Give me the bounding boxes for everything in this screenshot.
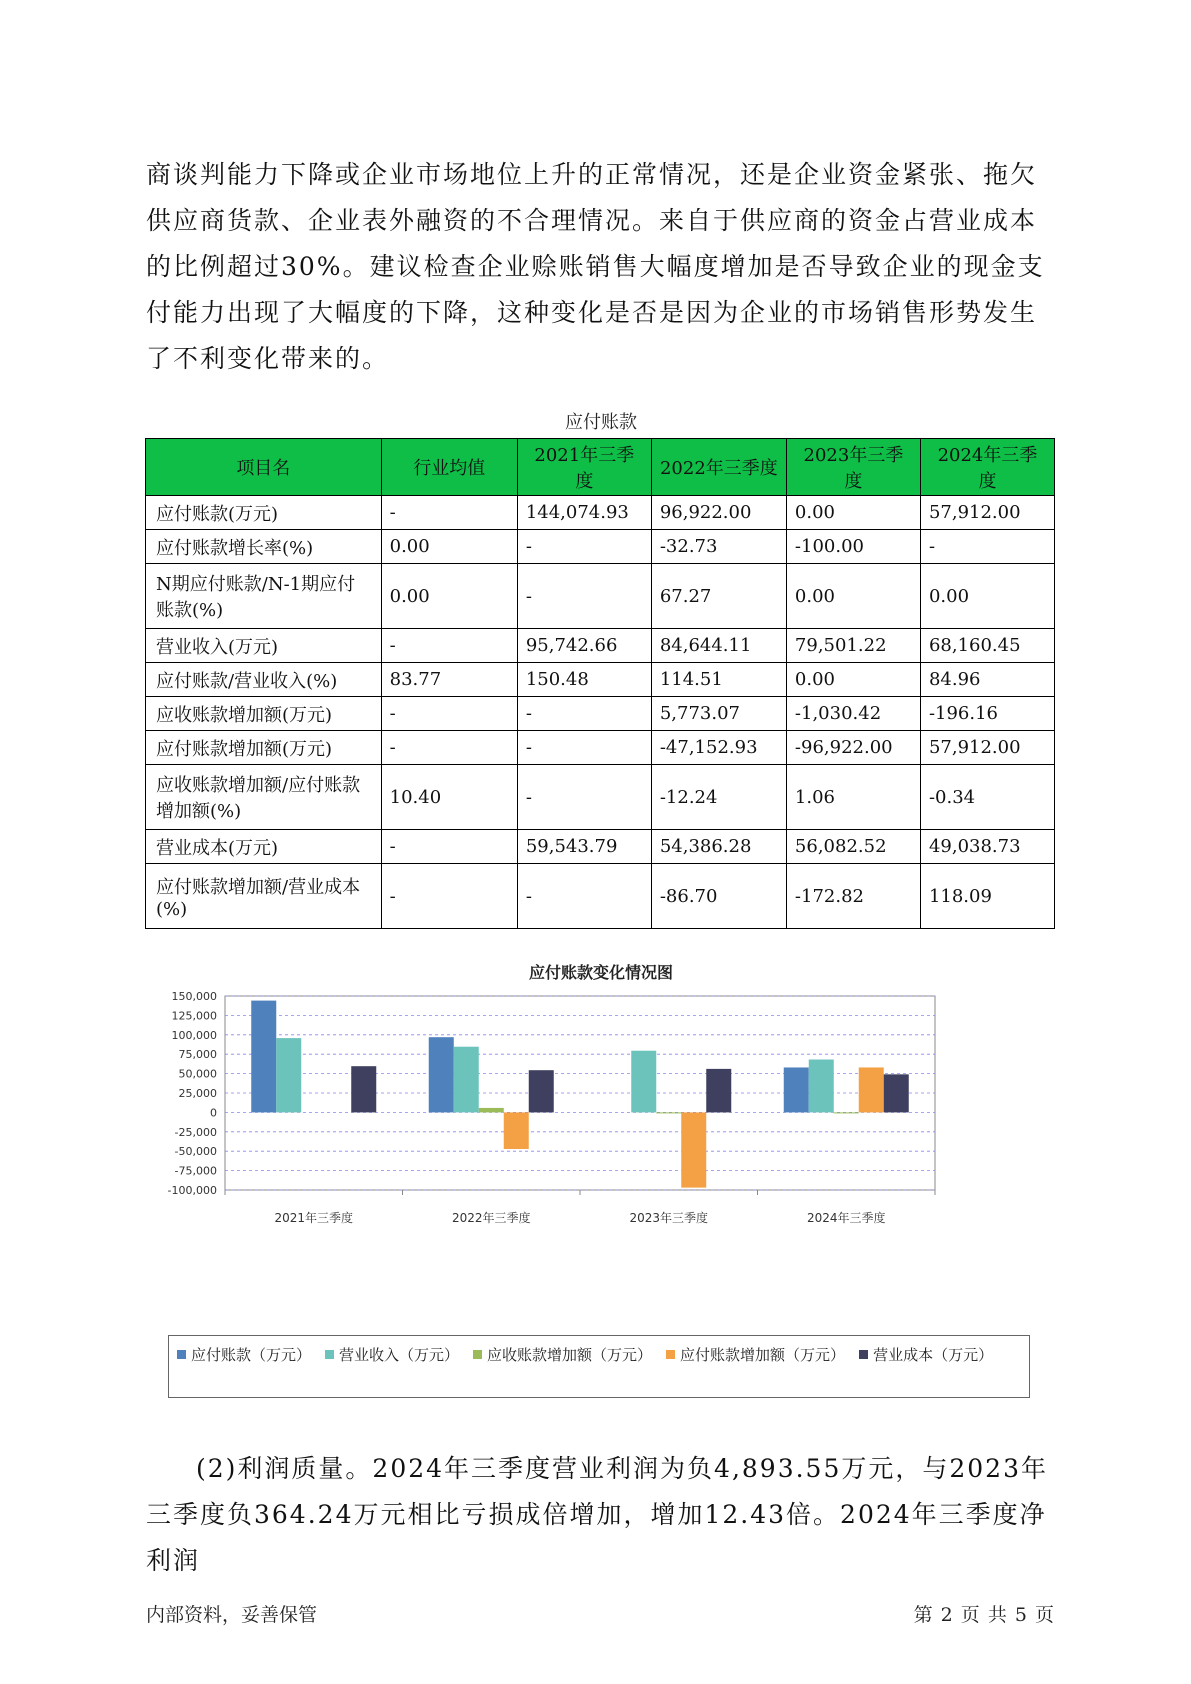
table-row [146, 663, 1055, 697]
value-cell: - [517, 765, 651, 830]
row-label-cell: 应付账款(万元) [146, 496, 382, 530]
legend-label: 应付账款增加额（万元） [680, 1346, 846, 1364]
y-tick-label: 125,000 [171, 1009, 217, 1023]
table-caption: 应付账款 [565, 412, 637, 433]
legend-item [325, 1342, 459, 1367]
value-cell: 67.27 [651, 564, 786, 629]
value-cell: -196.16 [920, 697, 1054, 731]
row-label-cell: 营业收入(万元) [146, 629, 382, 663]
value-cell: - [381, 629, 517, 663]
chart-legend [168, 1335, 1030, 1398]
value-cell: 56,082.52 [786, 830, 920, 864]
value-cell: 96,922.00 [651, 496, 786, 530]
bar [504, 1112, 529, 1149]
value-cell: 0.00 [786, 496, 920, 530]
bar [631, 1051, 656, 1113]
row-label-cell: 应收账款增加额/应付账款增加额(%) [146, 765, 382, 830]
legend-label: 应付账款（万元） [191, 1346, 312, 1364]
header-cell: 2022年三季度 [651, 439, 786, 496]
legend-swatch [473, 1350, 482, 1359]
bar [681, 1112, 706, 1187]
x-tick-label: 2024年三季度 [806, 1211, 886, 1225]
header-cell: 项目名 [146, 439, 382, 496]
bar [454, 1047, 479, 1113]
value-cell: 150.48 [517, 663, 651, 697]
bar [529, 1070, 554, 1112]
footer-confidential: 内部资料，妥善保管 [146, 1604, 318, 1626]
value-cell: -96,922.00 [786, 731, 920, 765]
value-cell: - [517, 530, 651, 564]
bar [859, 1067, 884, 1112]
paragraph-2: (2)利润质量。2024年三季度营业利润为负4,893.55万元，与2023年三季度负364.24万元相比亏损成倍增加，增加12.43倍。2024年三季度净利润 [146, 1454, 1048, 1575]
value-cell: 79,501.22 [786, 629, 920, 663]
table-header-row [146, 439, 1055, 496]
header-cell: 2021年三季度 [517, 439, 651, 496]
chart-title: 应付账款变化情况图 [528, 963, 673, 982]
bar-chart [150, 990, 950, 1240]
value-cell: -172.82 [786, 864, 920, 929]
table-row [146, 564, 1055, 629]
value-cell: - [517, 697, 651, 731]
row-label-cell: N期应付账款/N-1期应付账款(%) [146, 564, 382, 629]
row-label-cell: 应付账款/营业收入(%) [146, 663, 382, 697]
bar [351, 1066, 376, 1112]
bar [251, 1001, 276, 1113]
value-cell: 84.96 [920, 663, 1054, 697]
footer-page-number: 第 2 页 共 5 页 [913, 1604, 1055, 1626]
row-label-cell: 应收账款增加额(万元) [146, 697, 382, 731]
bar [884, 1074, 909, 1112]
y-tick-label: -100,000 [167, 1184, 217, 1197]
value-cell: - [381, 830, 517, 864]
value-cell: 5,773.07 [651, 697, 786, 731]
value-cell: -0.34 [920, 765, 1054, 830]
payables-table [145, 438, 1055, 929]
y-tick-label: -75,000 [174, 1164, 217, 1178]
header-cell: 2023年三季度 [786, 439, 920, 496]
value-cell: - [517, 564, 651, 629]
value-cell: 0.00 [381, 530, 517, 564]
value-cell: -1,030.42 [786, 697, 920, 731]
value-cell: 68,160.45 [920, 629, 1054, 663]
legend-item [666, 1342, 845, 1367]
value-cell: 57,912.00 [920, 731, 1054, 765]
legend-label: 营业收入（万元） [339, 1346, 460, 1364]
value-cell: 10.40 [381, 765, 517, 830]
legend-label: 应收账款增加额（万元） [487, 1346, 653, 1364]
value-cell: 95,742.66 [517, 629, 651, 663]
x-tick-label: 2023年三季度 [629, 1211, 709, 1225]
value-cell: 114.51 [651, 663, 786, 697]
value-cell: -12.24 [651, 765, 786, 830]
value-cell: - [381, 496, 517, 530]
table-row [146, 731, 1055, 765]
value-cell: 0.00 [786, 663, 920, 697]
value-cell: 54,386.28 [651, 830, 786, 864]
value-cell: 118.09 [920, 864, 1054, 929]
table-body [146, 496, 1055, 929]
x-tick-label: 2022年三季度 [451, 1211, 531, 1225]
y-tick-label: -50,000 [174, 1145, 217, 1159]
value-cell: 144,074.93 [517, 496, 651, 530]
legend-item [473, 1342, 652, 1367]
value-cell: 1.06 [786, 765, 920, 830]
y-tick-label: 0 [210, 1106, 217, 1120]
value-cell: -47,152.93 [651, 731, 786, 765]
bar [429, 1037, 454, 1112]
table-row [146, 629, 1055, 663]
y-tick-label: 25,000 [178, 1087, 217, 1100]
header-cell: 行业均值 [381, 439, 517, 496]
value-cell: 57,912.00 [920, 496, 1054, 530]
legend-swatch [177, 1350, 186, 1359]
table-row [146, 697, 1055, 731]
value-cell: 59,543.79 [517, 830, 651, 864]
row-label-cell: 营业成本(万元) [146, 830, 382, 864]
value-cell: 49,038.73 [920, 830, 1054, 864]
value-cell: 0.00 [920, 564, 1054, 629]
legend-label: 营业成本（万元） [873, 1346, 994, 1364]
row-label-cell: 应付账款增加额/营业成本(%) [146, 864, 382, 929]
y-tick-label: 100,000 [171, 1028, 217, 1042]
table-row [146, 830, 1055, 864]
row-label-cell: 应付账款增长率(%) [146, 530, 382, 564]
legend-swatch [325, 1350, 334, 1359]
value-cell: - [920, 530, 1054, 564]
table-row [146, 864, 1055, 929]
bar [809, 1060, 834, 1113]
table-row [146, 496, 1055, 530]
header-cell: 2024年三季度 [920, 439, 1054, 496]
value-cell: 83.77 [381, 663, 517, 697]
value-cell: -86.70 [651, 864, 786, 929]
table-row [146, 765, 1055, 830]
value-cell: -100.00 [786, 530, 920, 564]
y-tick-label: 150,000 [171, 990, 217, 1003]
y-tick-label: 75,000 [178, 1048, 217, 1062]
bar [706, 1069, 731, 1113]
row-label-cell: 应付账款增加额(万元) [146, 731, 382, 765]
value-cell: - [517, 864, 651, 929]
value-cell: - [381, 731, 517, 765]
legend-swatch [666, 1350, 675, 1359]
bar [834, 1112, 859, 1113]
bar [656, 1112, 681, 1113]
value-cell: - [517, 731, 651, 765]
table-row [146, 530, 1055, 564]
legend-swatch [859, 1350, 868, 1359]
bar [276, 1038, 301, 1112]
legend-item [859, 1342, 993, 1367]
value-cell: 0.00 [786, 564, 920, 629]
value-cell: 84,644.11 [651, 629, 786, 663]
value-cell: -32.73 [651, 530, 786, 564]
y-tick-label: -25,000 [174, 1125, 217, 1139]
y-tick-label: 50,000 [178, 1067, 217, 1081]
paragraph-1: 商谈判能力下降或企业市场地位上升的正常情况，还是企业资金紧张、拖欠供应商货款、企业表外融资的不合理情况。来自于供应商的资金占营业成本的比例超过30%。建议检查企业赊账销售大幅度增加是否导致企业的现金支付能力出现了大幅度的下降，这种变化是否是因为企业的市场销售形势发生了不利变化带来的。 [146, 160, 1045, 373]
value-cell: - [381, 864, 517, 929]
legend-item [177, 1342, 311, 1367]
bar [479, 1108, 504, 1112]
value-cell: - [381, 697, 517, 731]
value-cell: 0.00 [381, 564, 517, 629]
bar [784, 1067, 809, 1112]
x-tick-label: 2021年三季度 [274, 1211, 354, 1225]
